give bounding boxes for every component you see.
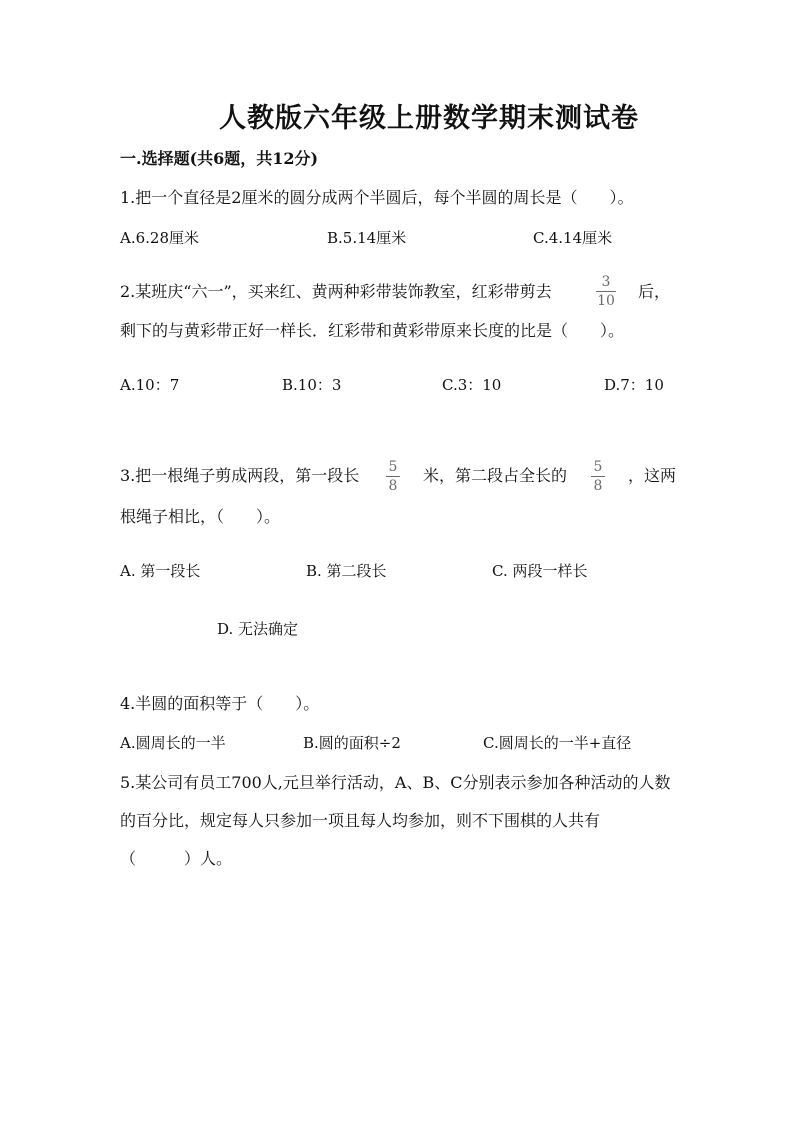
question-2-option-d[interactable]: D.7：10 bbox=[604, 376, 664, 394]
fraction-bar bbox=[386, 476, 400, 477]
question-2-option-c[interactable]: C.3：10 bbox=[442, 376, 502, 394]
question-2-text-part2: 后， bbox=[638, 282, 671, 301]
page-title: 人教版六年级上册数学期末测试卷 bbox=[219, 103, 639, 134]
question-2-fraction bbox=[596, 274, 616, 309]
question-2-text-part1: 2.某班庆“六一”，买来红、黄两种彩带装饰教室，红彩带剪去 bbox=[120, 282, 552, 301]
question-3-fraction-1 bbox=[386, 459, 400, 494]
question-4-option-b[interactable]: B.圆的面积÷2 bbox=[303, 734, 401, 752]
fraction-numerator: 5 bbox=[388, 459, 398, 475]
question-3-text-part3: ，这两 bbox=[628, 466, 677, 485]
question-3-option-b[interactable]: B. 第二段长 bbox=[306, 562, 387, 580]
question-4-option-a[interactable]: A.圆周长的一半 bbox=[120, 734, 226, 752]
question-1-option-c[interactable]: C.4.14厘米 bbox=[533, 229, 613, 247]
question-5-text-line1: 5.某公司有员工700人,元旦举行活动，A、B、C分别表示参加各种活动的人数 bbox=[120, 773, 671, 792]
fraction-numerator: 3 bbox=[601, 274, 611, 290]
question-1-option-b[interactable]: B.5.14厘米 bbox=[327, 229, 407, 247]
fraction-denominator: 8 bbox=[388, 478, 398, 495]
question-1-text: 1.把一个直径是2厘米的圆分成两个半圆后，每个半圆的周长是（ ）。 bbox=[120, 188, 634, 207]
question-3-option-c[interactable]: C. 两段一样长 bbox=[492, 562, 588, 580]
question-3-fraction-2 bbox=[591, 459, 605, 494]
question-3-option-d[interactable]: D. 无法确定 bbox=[217, 620, 299, 638]
fraction-numerator: 5 bbox=[593, 459, 603, 475]
question-3-text-line2: 根绳子相比，（ ）。 bbox=[120, 507, 281, 526]
question-5-text-line3: （ ）人。 bbox=[120, 849, 233, 868]
question-3-text-part2: 米，第二段占全长的 bbox=[423, 466, 568, 485]
question-2-option-b[interactable]: B.10：3 bbox=[282, 376, 342, 394]
fraction-denominator: 10 bbox=[597, 293, 615, 310]
fraction-bar bbox=[591, 476, 605, 477]
question-3-text-part1: 3.把一根绳子剪成两段，第一段长 bbox=[120, 466, 360, 485]
question-5-text-line2: 的百分比，规定每人只参加一项且每人均参加，则不下围棋的人共有 bbox=[120, 811, 601, 830]
question-4-text: 4.半圆的面积等于（ ）。 bbox=[120, 694, 320, 713]
question-1-option-a[interactable]: A.6.28厘米 bbox=[120, 229, 199, 247]
section-heading: 一.选择题(共6题，共12分) bbox=[120, 149, 319, 168]
fraction-bar bbox=[596, 291, 616, 292]
question-4-option-c[interactable]: C.圆周长的一半+直径 bbox=[483, 734, 632, 752]
question-2-text-line2: 剩下的与黄彩带正好一样长．红彩带和黄彩带原来长度的比是（ ）。 bbox=[120, 321, 625, 340]
fraction-denominator: 8 bbox=[593, 478, 603, 495]
question-3-option-a[interactable]: A. 第一段长 bbox=[120, 562, 201, 580]
question-2-option-a[interactable]: A.10：7 bbox=[120, 376, 180, 394]
